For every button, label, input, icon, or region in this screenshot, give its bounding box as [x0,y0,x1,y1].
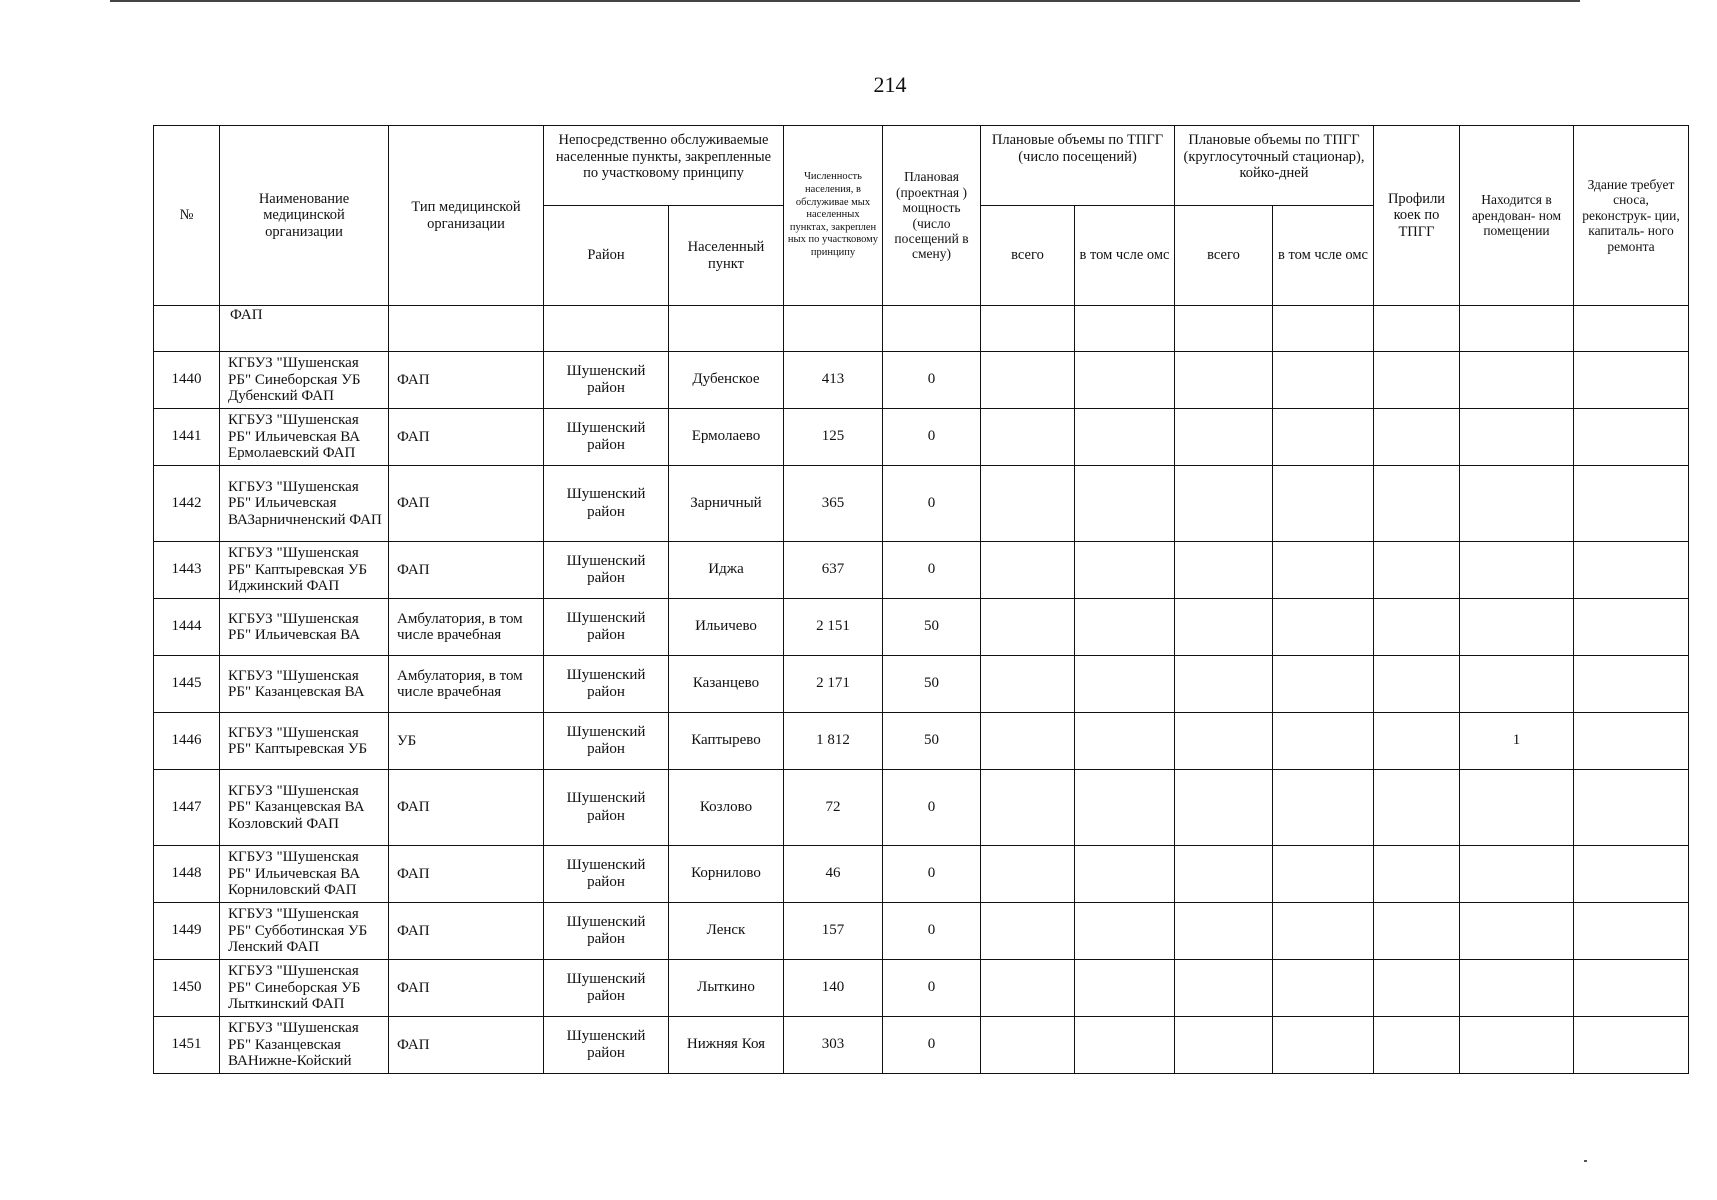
row-hospital-oms [1273,599,1374,656]
header-num: № [154,126,220,306]
table-row [154,713,1689,770]
facilities-table [153,125,1689,1074]
row-bed-profiles [1374,903,1460,960]
table-row [154,599,1689,656]
row-needs-repair [1574,846,1689,903]
row-visits-oms [1075,713,1175,770]
row-visits-total [981,352,1075,409]
row-num: 1450 [154,960,220,1017]
row-org-type: ФАП [389,352,544,409]
row-district: Шушенский район [544,1017,669,1074]
row-num: 1451 [154,1017,220,1074]
row-org-name: КГБУЗ "Шушенская РБ" Субботинская УБ Ленский ФАП [220,903,389,960]
row-bed-profiles [1374,599,1460,656]
row-visits-oms [1075,466,1175,542]
row-visits-oms [1075,599,1175,656]
row-num: 1445 [154,656,220,713]
row-locality: Козлово [669,770,784,846]
row-bed-profiles [1374,713,1460,770]
row-visits-oms [1075,656,1175,713]
row-hospital-oms [1273,1017,1374,1074]
row-capacity: 50 [883,713,981,770]
row-org-type: ФАП [389,846,544,903]
row-district: Шушенский район [544,599,669,656]
row-capacity: 50 [883,599,981,656]
row-rented [1460,352,1574,409]
row-capacity: 0 [883,846,981,903]
row-needs-repair [1574,903,1689,960]
row-visits-total [981,599,1075,656]
table-row [154,656,1689,713]
row-org-type: ФАП [389,903,544,960]
row-num: 1440 [154,352,220,409]
row-num: 1444 [154,599,220,656]
carry-over-org: ФАП [220,306,389,352]
row-population: 413 [784,352,883,409]
row-num: 1448 [154,846,220,903]
row-org-type: ФАП [389,466,544,542]
row-locality: Ильичево [669,599,784,656]
row-rented [1460,960,1574,1017]
row-needs-repair [1574,542,1689,599]
row-hospital-oms [1273,846,1374,903]
row-locality: Корнилово [669,846,784,903]
header-served-localities: Непосредственно обслуживаемые населенные пункты, закрепленные по участковому принципу [544,126,784,206]
row-capacity: 0 [883,409,981,466]
row-org-type: ФАП [389,1017,544,1074]
row-district: Шушенский район [544,846,669,903]
row-needs-repair [1574,656,1689,713]
row-org-name: КГБУЗ "Шушенская РБ" Синеборская УБ Дубенский ФАП [220,352,389,409]
table-row [154,960,1689,1017]
row-visits-oms [1075,542,1175,599]
row-hospital-total [1175,542,1273,599]
header-bed-profiles: Профили коек по ТПГГ [1374,126,1460,306]
row-population: 303 [784,1017,883,1074]
row-locality: Ленск [669,903,784,960]
row-org-type: ФАП [389,542,544,599]
row-num: 1441 [154,409,220,466]
row-visits-total [981,409,1075,466]
row-hospital-oms [1273,542,1374,599]
table-row [154,1017,1689,1074]
row-visits-oms [1075,352,1175,409]
row-hospital-total [1175,599,1273,656]
row-bed-profiles [1374,846,1460,903]
row-population: 125 [784,409,883,466]
row-org-name: КГБУЗ "Шушенская РБ" Каптыревская УБ Иджинский ФАП [220,542,389,599]
row-district: Шушенский район [544,542,669,599]
row-bed-profiles [1374,466,1460,542]
header-capacity: Плановая (проектная ) мощность (число посещений в смену) [883,126,981,306]
row-district: Шушенский район [544,713,669,770]
row-visits-total [981,466,1075,542]
row-capacity: 0 [883,770,981,846]
row-org-name: КГБУЗ "Шушенская РБ" Казанцевская ВА Козловский ФАП [220,770,389,846]
row-bed-profiles [1374,542,1460,599]
row-needs-repair [1574,960,1689,1017]
row-rented [1460,466,1574,542]
row-rented [1460,599,1574,656]
row-locality: Нижняя Коя [669,1017,784,1074]
header-locality: Населенный пункт [669,206,784,306]
header-district: Район [544,206,669,306]
row-hospital-total [1175,846,1273,903]
row-district: Шушенский район [544,960,669,1017]
row-population: 140 [784,960,883,1017]
row-visits-total [981,846,1075,903]
row-org-name: КГБУЗ "Шушенская РБ" Ильичевская ВА Ермолаевский ФАП [220,409,389,466]
row-district: Шушенский район [544,656,669,713]
row-visits-oms [1075,409,1175,466]
row-capacity: 50 [883,656,981,713]
row-hospital-oms [1273,409,1374,466]
row-capacity: 0 [883,542,981,599]
header-population: Численность населения, в обслуживае мых населенных пунктах, закреплен ных по участковому принципу [784,126,883,306]
row-visits-total [981,542,1075,599]
carry-over-row [154,306,1689,352]
row-num: 1443 [154,542,220,599]
table-row [154,770,1689,846]
row-district: Шушенский район [544,466,669,542]
row-hospital-total [1175,770,1273,846]
row-rented [1460,1017,1574,1074]
row-org-type: ФАП [389,409,544,466]
row-locality: Лыткино [669,960,784,1017]
row-capacity: 0 [883,352,981,409]
header-org-name: Наименование медицинской организации [220,126,389,306]
row-visits-oms [1075,903,1175,960]
row-needs-repair [1574,1017,1689,1074]
row-org-name: КГБУЗ "Шушенская РБ" Ильичевская ВА Корниловский ФАП [220,846,389,903]
table-row [154,903,1689,960]
header-tpgg-hospital: Плановые объемы по ТПГГ (круглосуточный стационар), койко-дней [1175,126,1374,206]
header-visits-total: всего [981,206,1075,306]
row-rented [1460,770,1574,846]
row-needs-repair [1574,713,1689,770]
row-hospital-total [1175,903,1273,960]
row-rented: 1 [1460,713,1574,770]
row-visits-total [981,1017,1075,1074]
row-locality: Дубенское [669,352,784,409]
row-bed-profiles [1374,1017,1460,1074]
row-visits-total [981,656,1075,713]
row-org-name: КГБУЗ "Шушенская РБ" Ильичевская ВА [220,599,389,656]
row-visits-oms [1075,770,1175,846]
row-hospital-total [1175,1017,1273,1074]
row-visits-total [981,770,1075,846]
row-population: 2 171 [784,656,883,713]
row-capacity: 0 [883,1017,981,1074]
row-needs-repair [1574,352,1689,409]
row-district: Шушенский район [544,409,669,466]
row-num: 1447 [154,770,220,846]
row-needs-repair [1574,599,1689,656]
row-rented [1460,846,1574,903]
page-number: 214 [873,72,907,97]
row-capacity: 0 [883,903,981,960]
row-rented [1460,409,1574,466]
row-population: 1 812 [784,713,883,770]
row-hospital-total [1175,409,1273,466]
row-bed-profiles [1374,656,1460,713]
row-org-name: КГБУЗ "Шушенская РБ" Казанцевская ВА [220,656,389,713]
row-org-name: КГБУЗ "Шушенская РБ" Казанцевская ВАНижне-Койский [220,1017,389,1074]
row-org-name: КГБУЗ "Шушенская РБ" Каптыревская УБ [220,713,389,770]
table-row [154,409,1689,466]
row-locality: Иджа [669,542,784,599]
row-district: Шушенский район [544,770,669,846]
row-locality: Зарничный [669,466,784,542]
row-locality: Каптырево [669,713,784,770]
header-rented: Находится в арендован- ном помещении [1460,126,1574,306]
row-hospital-oms [1273,770,1374,846]
row-hospital-oms [1273,352,1374,409]
row-population: 2 151 [784,599,883,656]
row-visits-total [981,960,1075,1017]
row-org-type: ФАП [389,770,544,846]
row-org-type: УБ [389,713,544,770]
row-hospital-total [1175,352,1273,409]
header-hospital-total: всего [1175,206,1273,306]
row-visits-oms [1075,960,1175,1017]
row-bed-profiles [1374,409,1460,466]
row-population: 46 [784,846,883,903]
row-hospital-total [1175,466,1273,542]
row-org-type: Амбулатория, в том числе врачебная [389,656,544,713]
table-row [154,542,1689,599]
row-hospital-oms [1273,960,1374,1017]
row-org-name: КГБУЗ "Шушенская РБ" Синеборская УБ Лыткинский ФАП [220,960,389,1017]
row-rented [1460,903,1574,960]
row-population: 157 [784,903,883,960]
row-hospital-total [1175,960,1273,1017]
table-row [154,466,1689,542]
scan-speck [1584,1160,1587,1162]
row-needs-repair [1574,770,1689,846]
row-num: 1442 [154,466,220,542]
header-org-type: Тип медицинской организации [389,126,544,306]
row-hospital-oms [1273,466,1374,542]
row-visits-oms [1075,1017,1175,1074]
row-hospital-total [1175,656,1273,713]
row-bed-profiles [1374,770,1460,846]
row-visits-oms [1075,846,1175,903]
row-num: 1449 [154,903,220,960]
row-visits-total [981,903,1075,960]
row-hospital-oms [1273,656,1374,713]
row-visits-total [981,713,1075,770]
row-capacity: 0 [883,960,981,1017]
header-visits-oms: в том чсле омс [1075,206,1175,306]
table-row [154,846,1689,903]
table-row [154,352,1689,409]
row-population: 637 [784,542,883,599]
row-org-name: КГБУЗ "Шушенская РБ" Ильичевская ВАЗарничненский ФАП [220,466,389,542]
row-bed-profiles [1374,352,1460,409]
row-hospital-oms [1273,903,1374,960]
row-locality: Ермолаево [669,409,784,466]
row-population: 365 [784,466,883,542]
row-district: Шушенский район [544,903,669,960]
row-needs-repair [1574,466,1689,542]
row-rented [1460,656,1574,713]
row-hospital-oms [1273,713,1374,770]
row-num: 1446 [154,713,220,770]
row-capacity: 0 [883,466,981,542]
header-needs-repair: Здание требует сноса, реконструк- ции, капиталь- ного ремонта [1574,126,1689,306]
row-hospital-total [1175,713,1273,770]
header-tpgg-visits: Плановые объемы по ТПГГ (число посещений) [981,126,1175,206]
row-bed-profiles [1374,960,1460,1017]
row-org-type: Амбулатория, в том числе врачебная [389,599,544,656]
row-rented [1460,542,1574,599]
row-population: 72 [784,770,883,846]
row-locality: Казанцево [669,656,784,713]
row-org-type: ФАП [389,960,544,1017]
header-hospital-oms: в том чсле омс [1273,206,1374,306]
top-border-line [110,0,1580,2]
row-needs-repair [1574,409,1689,466]
row-district: Шушенский район [544,352,669,409]
